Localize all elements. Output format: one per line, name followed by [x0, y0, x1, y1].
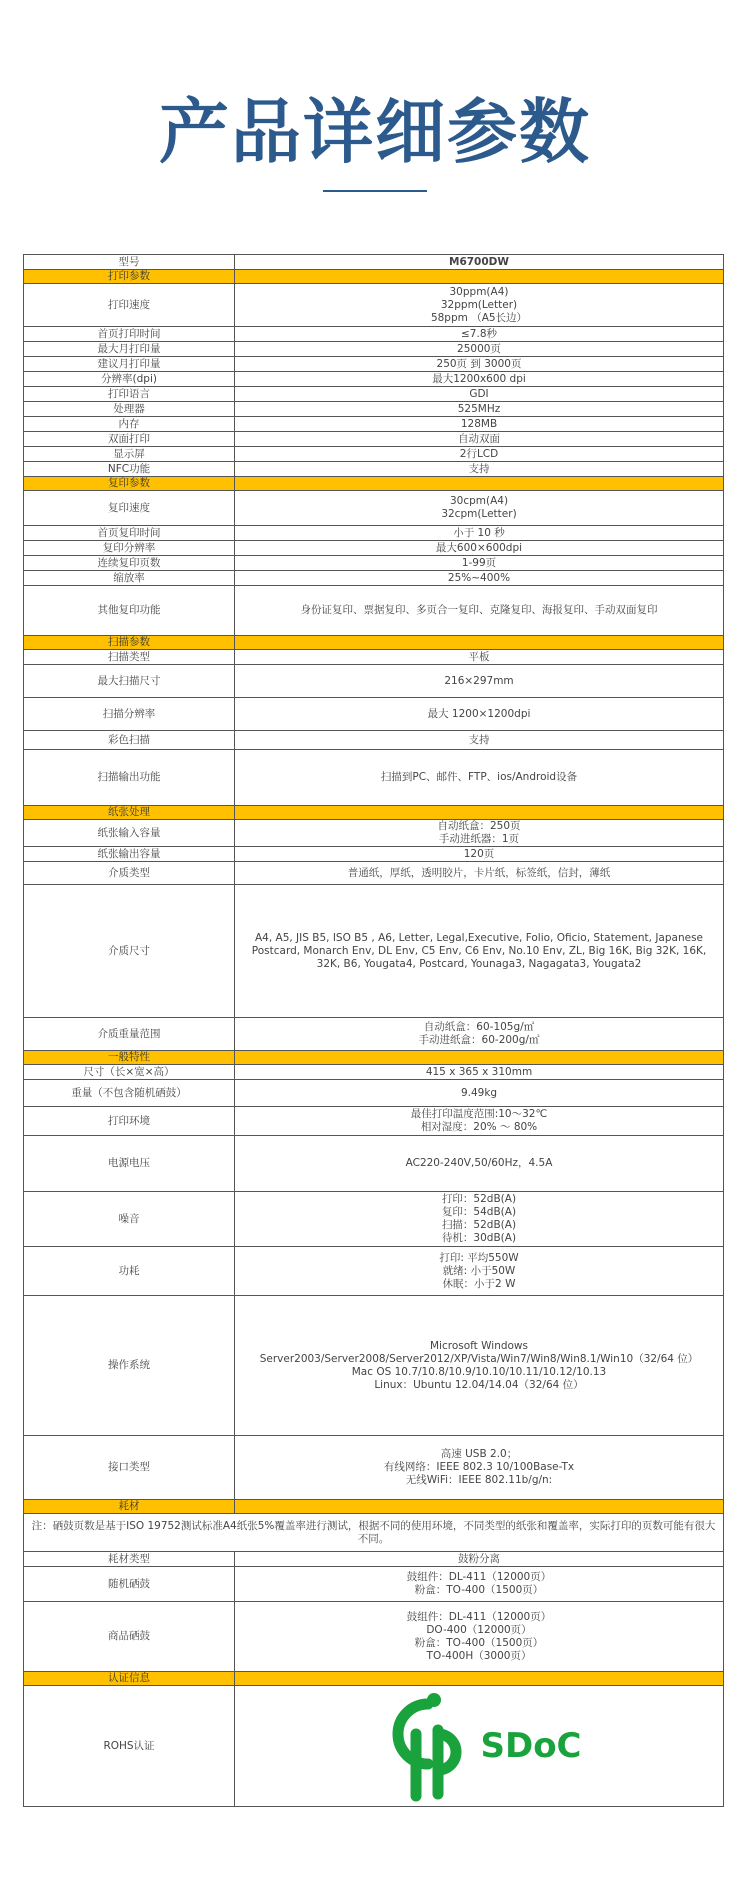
spec-value-line: TO-400H（3000页）	[426, 1649, 532, 1662]
spec-value	[235, 402, 724, 417]
spec-label: 型号	[24, 255, 235, 270]
spec-value-line: 最大1200x600 dpi	[432, 372, 526, 385]
spec-row	[24, 820, 724, 847]
spec-row	[24, 862, 724, 885]
spec-row	[24, 556, 724, 571]
spec-value	[235, 1602, 724, 1672]
spec-label: 噪音	[24, 1192, 235, 1247]
sdoc-logo-cell	[235, 1686, 724, 1807]
spec-value-line: 2行LCD	[459, 447, 499, 460]
section-title: 认证信息	[24, 1672, 235, 1686]
spec-value	[235, 750, 724, 806]
spec-value	[235, 491, 724, 526]
spec-row	[24, 665, 724, 698]
section-fill	[235, 1500, 724, 1514]
sdoc-logo-text: SDoC	[480, 1725, 582, 1766]
spec-value-line: 415 x 365 x 310mm	[425, 1065, 533, 1078]
spec-value	[235, 327, 724, 342]
spec-value-line: 平板	[468, 650, 490, 663]
spec-value-line: 待机：30dB(A)	[441, 1232, 517, 1244]
section-fill	[235, 636, 724, 650]
spec-value-line: 25000页	[457, 342, 501, 355]
spec-value	[235, 885, 724, 1018]
spec-label: 彩色扫描	[24, 731, 235, 750]
consumables-note: 注：硒鼓页数是基于ISO 19752测试标准A4纸张5%覆盖率进行测试，根据不同的使用环境，不同类型的纸张和覆盖率，实际打印的页数可能有很大不同。	[24, 1514, 724, 1552]
spec-value	[235, 1296, 724, 1436]
spec-row	[24, 462, 724, 477]
spec-label: 功耗	[24, 1247, 235, 1296]
spec-label: 商品硒鼓	[24, 1602, 235, 1672]
section-fill	[235, 1672, 724, 1686]
spec-value	[235, 255, 724, 270]
spec-value	[235, 1136, 724, 1192]
section-header-row	[24, 1672, 724, 1686]
section-fill	[235, 477, 724, 491]
spec-row	[24, 255, 724, 270]
spec-value-line: AC220-240V,50/60Hz，4.5A	[405, 1157, 553, 1169]
spec-value-line: 高速 USB 2.0；	[440, 1448, 518, 1460]
spec-row	[24, 571, 724, 586]
spec-value	[235, 372, 724, 387]
section-header-row	[24, 636, 724, 650]
section-header-row	[24, 270, 724, 284]
spec-value	[235, 731, 724, 750]
spec-value-line: 最大 1200×1200dpi	[427, 707, 531, 720]
spec-value-line: 就绪: 小于50W	[442, 1264, 516, 1277]
spec-label: 重量（不包含随机硒鼓）	[24, 1080, 235, 1107]
spec-label: 随机硒鼓	[24, 1567, 235, 1602]
spec-value-line: 128MB	[460, 417, 498, 430]
spec-row	[24, 1602, 724, 1672]
section-header-row	[24, 1051, 724, 1065]
spec-value	[235, 862, 724, 885]
spec-value	[235, 357, 724, 372]
spec-label: 操作系统	[24, 1296, 235, 1436]
spec-value-line: 120页	[463, 847, 495, 860]
spec-row	[24, 586, 724, 636]
spec-label: 建议月打印量	[24, 357, 235, 372]
spec-value-line: Microsoft Windows	[430, 1339, 528, 1352]
spec-value-line: 手动进纸器：1页	[438, 833, 520, 845]
spec-value	[235, 1567, 724, 1602]
spec-label: 最大扫描尺寸	[24, 665, 235, 698]
spec-row	[24, 526, 724, 541]
spec-value-line: 扫描：52dB(A)	[441, 1219, 517, 1231]
spec-value	[235, 387, 724, 402]
spec-value-line: 鼓组件：DL-411（12000页）	[406, 1571, 552, 1583]
spec-value-line: 25%~400%	[447, 571, 511, 584]
section-title: 纸张处理	[24, 806, 235, 820]
spec-value-line: 216×297mm	[444, 674, 514, 687]
spec-value	[235, 541, 724, 556]
spec-value-line: 粉盒：TO-400（1500页）	[414, 1584, 544, 1596]
certification-row	[24, 1686, 724, 1807]
spec-row	[24, 1018, 724, 1051]
spec-value	[235, 284, 724, 327]
spec-label: 其他复印功能	[24, 586, 235, 636]
spec-label: 复印分辨率	[24, 541, 235, 556]
spec-value	[235, 1107, 724, 1136]
spec-value-line: 粉盒：TO-400（1500页）	[414, 1636, 544, 1649]
spec-row	[24, 1552, 724, 1567]
spec-value	[235, 650, 724, 665]
spec-value-line: Mac OS 10.7/10.8/10.9/10.10/10.11/10.12/10.13	[351, 1365, 607, 1378]
page-title: 产品详细参数	[159, 91, 591, 173]
spec-value-line: 休眠：小于2 W	[442, 1277, 516, 1290]
spec-value	[235, 820, 724, 847]
spec-label: 双面打印	[24, 432, 235, 447]
spec-label: 接口类型	[24, 1436, 235, 1500]
spec-row	[24, 750, 724, 806]
spec-value	[235, 526, 724, 541]
spec-row	[24, 541, 724, 556]
spec-value-line: 鼓粉分离	[458, 1552, 500, 1565]
spec-value-line: 支持	[468, 733, 490, 746]
spec-value-line: 有线网络：IEEE 802.3 10/100Base-Tx	[383, 1461, 575, 1473]
spec-value	[235, 586, 724, 636]
spec-label: 打印语言	[24, 387, 235, 402]
spec-value-line: 58ppm （A5长边）	[430, 311, 528, 324]
spec-value	[235, 1065, 724, 1080]
spec-value	[235, 1552, 724, 1567]
spec-row	[24, 1065, 724, 1080]
cgp-logo-icon	[376, 1690, 476, 1802]
spec-value-line: 小于 10 秒	[453, 526, 505, 539]
spec-row	[24, 357, 724, 372]
spec-label: 耗材类型	[24, 1552, 235, 1567]
spec-row	[24, 387, 724, 402]
spec-label: 介质尺寸	[24, 885, 235, 1018]
spec-label: ROHS认证	[24, 1686, 235, 1807]
spec-value	[235, 847, 724, 862]
spec-value-line: 支持	[468, 462, 490, 475]
spec-value-line: 自动纸盒：60-105g/㎡	[423, 1021, 535, 1033]
section-title: 扫描参数	[24, 636, 235, 650]
spec-value-line: Linux：Ubuntu 12.04/14.04（32/64 位）	[374, 1378, 584, 1391]
spec-label: 纸张输出容量	[24, 847, 235, 862]
spec-row	[24, 1107, 724, 1136]
spec-value	[235, 462, 724, 477]
spec-value-line: 32cpm(Letter)	[441, 508, 517, 520]
spec-label: 处理器	[24, 402, 235, 417]
consumables-note-row	[24, 1514, 724, 1552]
spec-value-line: 525MHz	[457, 402, 501, 415]
section-header-row	[24, 1500, 724, 1514]
spec-label: 扫描分辨率	[24, 698, 235, 731]
spec-value	[235, 447, 724, 462]
spec-label: 复印速度	[24, 491, 235, 526]
spec-label: 电源电压	[24, 1136, 235, 1192]
spec-value	[235, 1018, 724, 1051]
spec-label: 介质类型	[24, 862, 235, 885]
section-title: 复印参数	[24, 477, 235, 491]
spec-row	[24, 1136, 724, 1192]
spec-value	[235, 1192, 724, 1247]
spec-value-line: A4, A5, JIS B5, ISO B5 , A6, Letter, Legal,Executive, Folio, Oficio, Statement, Japanese Postcard, Monarch Env, DL Env, C5 Env, C6 Env, No.10 Env, ZL, Big 16K, Big 32K, 16K, 32K, B6, Yougata4, Postcard, Younaga3, Nagagata3, Yougata2	[251, 931, 707, 970]
spec-value	[235, 556, 724, 571]
spec-value	[235, 417, 724, 432]
spec-row	[24, 417, 724, 432]
spec-row	[24, 491, 724, 526]
spec-label: 打印速度	[24, 284, 235, 327]
spec-label: 介质重量范围	[24, 1018, 235, 1051]
spec-label: 尺寸（长×宽×高）	[24, 1065, 235, 1080]
spec-label: 缩放率	[24, 571, 235, 586]
spec-value-line: 打印: 平均550W	[439, 1251, 519, 1264]
spec-value-line: 最大600×600dpi	[435, 541, 523, 554]
section-header-row	[24, 806, 724, 820]
spec-row	[24, 372, 724, 387]
spec-value-line: 30ppm(A4)	[449, 285, 509, 298]
spec-value-line: 身份证复印、票据复印、多页合一复印、克隆复印、海报复印、手动双面复印	[300, 604, 658, 616]
spec-label: 首页打印时间	[24, 327, 235, 342]
section-fill	[235, 806, 724, 820]
spec-row	[24, 1192, 724, 1247]
spec-row	[24, 447, 724, 462]
spec-value	[235, 698, 724, 731]
spec-value	[235, 1247, 724, 1296]
spec-value-line: DO-400（12000页）	[426, 1623, 532, 1636]
spec-value	[235, 665, 724, 698]
spec-value-line: 鼓组件：DL-411（12000页）	[406, 1610, 552, 1623]
spec-label: 扫描输出功能	[24, 750, 235, 806]
spec-label: 内存	[24, 417, 235, 432]
spec-row	[24, 432, 724, 447]
spec-row	[24, 650, 724, 665]
spec-row	[24, 1296, 724, 1436]
spec-row	[24, 327, 724, 342]
spec-value-line: 手动进纸盒：60-200g/㎡	[418, 1034, 540, 1046]
spec-label: 最大月打印量	[24, 342, 235, 357]
spec-value-line: 32ppm(Letter)	[440, 298, 518, 311]
spec-label: 纸张输入容量	[24, 820, 235, 847]
spec-value	[235, 342, 724, 357]
spec-label: 打印环境	[24, 1107, 235, 1136]
spec-label: 连续复印页数	[24, 556, 235, 571]
section-fill	[235, 270, 724, 284]
spec-value-line: 自动双面	[458, 432, 500, 445]
spec-value-line: 普通纸，厚纸，透明胶片，卡片纸，标签纸，信封，薄纸	[347, 866, 611, 879]
spec-value	[235, 571, 724, 586]
spec-row	[24, 698, 724, 731]
section-title: 一般特性	[24, 1051, 235, 1065]
spec-value-line: 无线WiFi：IEEE 802.11b/g/n:	[405, 1474, 553, 1486]
spec-row	[24, 1247, 724, 1296]
spec-label: 首页复印时间	[24, 526, 235, 541]
spec-row	[24, 1567, 724, 1602]
spec-label: 显示屏	[24, 447, 235, 462]
spec-value-line: M6700DW	[449, 255, 509, 268]
spec-value-line: GDI	[469, 387, 489, 400]
spec-value-line: 30cpm(A4)	[449, 495, 509, 507]
section-title: 打印参数	[24, 270, 235, 284]
spec-value	[235, 1436, 724, 1500]
spec-value	[235, 432, 724, 447]
spec-label: 分辨率(dpi)	[24, 372, 235, 387]
spec-row	[24, 342, 724, 357]
spec-row	[24, 847, 724, 862]
spec-row	[24, 1080, 724, 1107]
section-fill	[235, 1051, 724, 1065]
section-header-row	[24, 477, 724, 491]
spec-value	[235, 1080, 724, 1107]
title-underline	[323, 190, 427, 192]
spec-row	[24, 1436, 724, 1500]
spec-row	[24, 731, 724, 750]
spec-value-line: 9.49kg	[460, 1086, 498, 1099]
spec-value-line: Server2003/Server2008/Server2012/XP/Vista/Win7/Win8/Win8.1/Win10（32/64 位）	[259, 1352, 699, 1365]
spec-value-line: 复印：54dB(A)	[441, 1206, 517, 1218]
spec-row	[24, 885, 724, 1018]
section-title: 耗材	[24, 1500, 235, 1514]
spec-value-line: 自动纸盒：250页	[437, 820, 521, 832]
spec-label: NFC功能	[24, 462, 235, 477]
spec-table	[23, 254, 724, 1807]
spec-label: 扫描类型	[24, 650, 235, 665]
spec-value-line: 250页 到 3000页	[436, 357, 522, 370]
spec-value-line: 扫描到PC、邮件、FTP、ios/Android设备	[380, 771, 578, 783]
spec-row	[24, 402, 724, 417]
spec-value-line: 1-99页	[461, 556, 497, 569]
spec-value-line: ≤7.8秒	[461, 327, 497, 340]
spec-value-line: 最佳打印温度范围:10～32℃	[410, 1108, 548, 1120]
spec-value-line: 相对湿度：20% ～ 80%	[420, 1121, 538, 1133]
spec-value-line: 打印：52dB(A)	[441, 1193, 517, 1205]
spec-row	[24, 284, 724, 327]
